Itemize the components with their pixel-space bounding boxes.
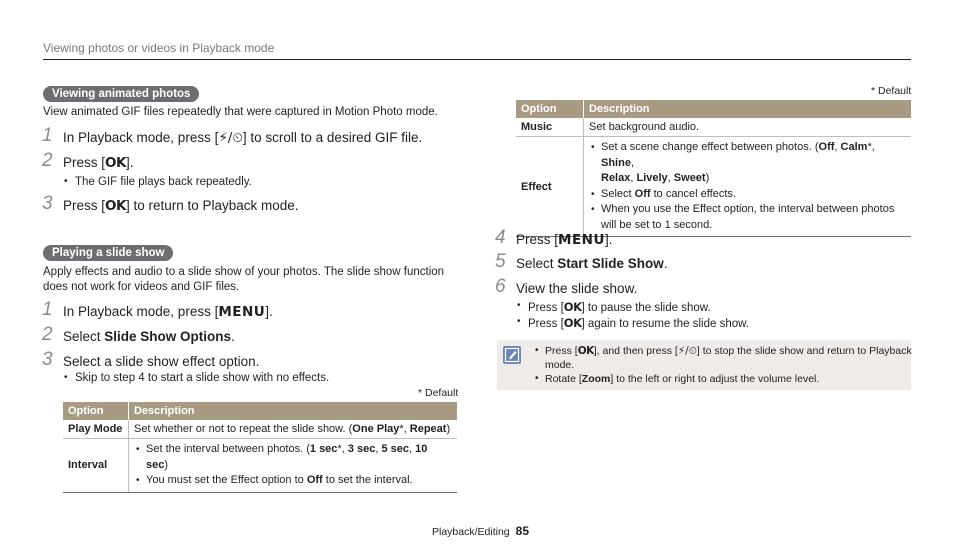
note-item: • Press [OK], and then press [⚡/⏲] to stop the slide show and return to Playback mode. bbox=[545, 344, 915, 372]
table-row bbox=[63, 439, 457, 493]
header-divider bbox=[43, 59, 911, 60]
page-number: 85 bbox=[515, 524, 529, 538]
option-description bbox=[584, 137, 912, 237]
section-slide-show-heading: Playing a slide show bbox=[43, 243, 173, 261]
step-3-select-effect: 3 Select a slide show effect option. bbox=[42, 349, 260, 370]
step-2-press-ok: 2 Press [OK]. bbox=[42, 150, 134, 171]
option-name: Interval bbox=[63, 439, 129, 493]
step-3-return-playback: 3 Press [OK] to return to Playback mode. bbox=[42, 193, 299, 214]
note-box bbox=[497, 340, 911, 390]
list-item: • Set a scene change effect between photos. (Off, Calm*, Shine, Relax, Lively, Sweet) bbox=[601, 140, 906, 187]
menu-button-icon: MENU bbox=[558, 232, 605, 248]
section-viewing-animated-heading: Viewing animated photos bbox=[43, 84, 199, 102]
col-header-option: Option bbox=[516, 100, 584, 118]
ok-button-icon: OK bbox=[577, 345, 594, 357]
default-note: * Default bbox=[871, 85, 912, 97]
ok-button-icon: OK bbox=[563, 316, 582, 330]
effect-options-table bbox=[516, 100, 911, 237]
list-item: • Set the interval between photos. (1 sec*, 3 sec, 5 sec, 10 sec) bbox=[146, 442, 452, 473]
default-note: * Default bbox=[418, 387, 459, 399]
option-name: Effect bbox=[516, 137, 584, 237]
table-row bbox=[63, 420, 457, 439]
option-description: Set whether or not to repeat the slide show. (One Play*, Repeat) bbox=[129, 420, 458, 439]
menu-button-icon: MENU bbox=[218, 304, 266, 320]
step-3-bullet: • Skip to step 4 to start a slide show with no effects. bbox=[75, 372, 329, 384]
table-row bbox=[516, 137, 911, 237]
note-pencil-icon bbox=[503, 346, 521, 364]
ok-button-icon: OK bbox=[563, 300, 582, 314]
step-1-scroll-gif: 1 In Playback mode, press [⚡/⏲] to scroll to a desired GIF file. bbox=[42, 125, 423, 146]
section-viewing-animated-intro: View animated GIF files repeatedly that were captured in Motion Photo mode. bbox=[43, 106, 438, 118]
ok-button-icon: OK bbox=[105, 198, 126, 214]
col-header-option: Option bbox=[63, 402, 129, 420]
step-6-bullet-resume: • Press [OK] again to resume the slide show. bbox=[528, 316, 749, 330]
slide-show-options-table bbox=[63, 402, 457, 493]
list-item: • Select Off to cancel effects. bbox=[601, 187, 906, 203]
step-4-press-menu: 4 Press [MENU]. bbox=[495, 227, 613, 248]
col-header-description: Description bbox=[584, 100, 912, 118]
note-item: • Rotate [Zoom] to the left or right to adjust the volume level. bbox=[545, 372, 915, 386]
list-item: • When you use the Effect option, the interval between photos will be set to 1 second. bbox=[601, 202, 906, 233]
list-item: • You must set the Effect option to Off to set the interval. bbox=[146, 473, 452, 489]
table-row bbox=[516, 118, 911, 137]
flash-timer-icon: ⚡/⏲ bbox=[677, 345, 697, 357]
option-name: Music bbox=[516, 118, 584, 137]
page-footer bbox=[432, 524, 529, 538]
option-description bbox=[129, 439, 458, 493]
col-header-description: Description bbox=[129, 402, 458, 420]
ok-button-icon: OK bbox=[105, 155, 126, 171]
step-1-press-menu: 1 In Playback mode, press [MENU]. bbox=[42, 299, 273, 320]
option-name: Play Mode bbox=[63, 420, 129, 439]
option-description: Set background audio. bbox=[584, 118, 912, 137]
page-header-title: Viewing photos or videos in Playback mode bbox=[43, 41, 275, 55]
step-2-slide-show-options: 2 Select Slide Show Options. bbox=[42, 324, 235, 345]
section-slide-show-intro: Apply effects and audio to a slide show of your photos. The slide show function does not work for videos and GIF files. bbox=[43, 266, 445, 293]
step-6-bullet-pause: • Press [OK] to pause the slide show. bbox=[528, 300, 711, 314]
footer-label: Playback/Editing bbox=[432, 526, 510, 538]
flash-timer-icon: ⚡/⏲ bbox=[218, 130, 243, 146]
step-2-bullet: • The GIF file plays back repeatedly. bbox=[75, 176, 252, 188]
step-5-start-slide-show: 5 Select Start Slide Show. bbox=[495, 251, 668, 272]
step-6-view-slide-show: 6 View the slide show. bbox=[495, 276, 638, 297]
